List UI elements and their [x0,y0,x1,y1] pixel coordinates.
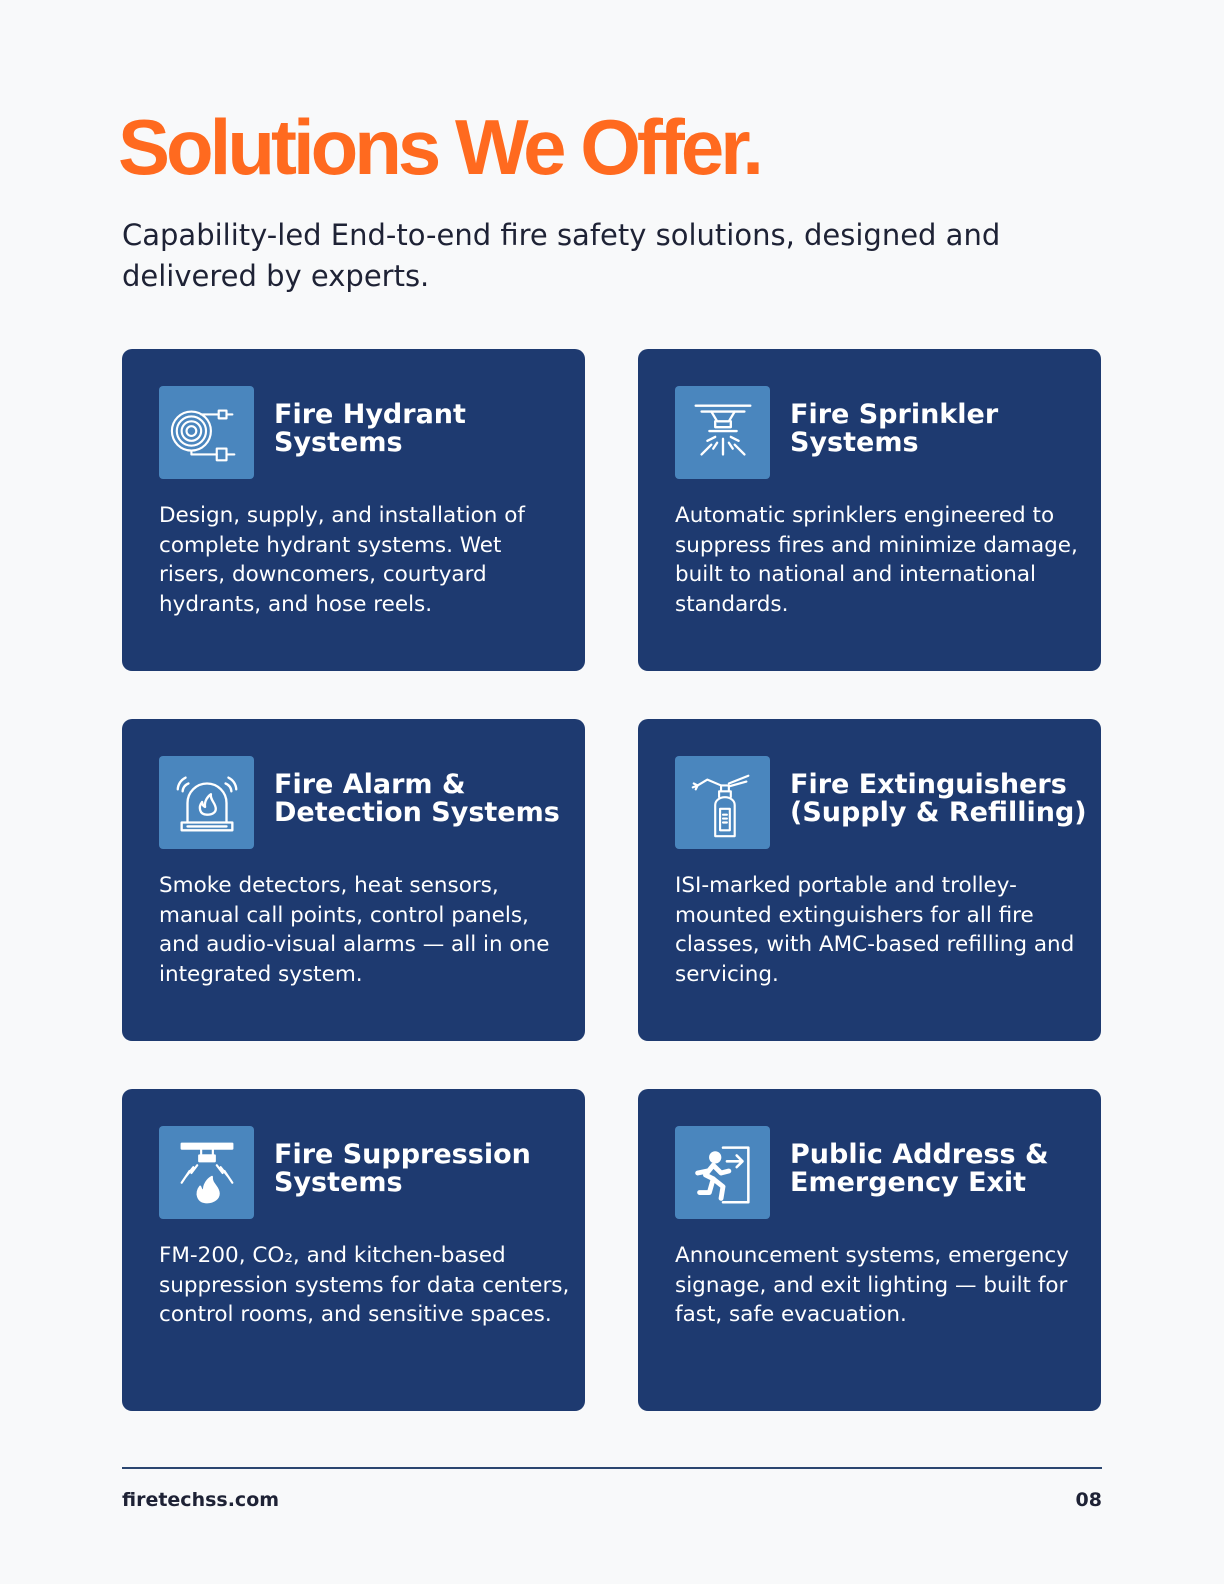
card-fire-suppression [122,1089,585,1411]
card-description: ISI-marked portable and trolley-mounted extinguishers for all fire classes, with AMC-based refilling and servicing. [675,873,1075,987]
fire-hose-icon [159,386,254,479]
card-description: Smoke detectors, heat sensors, manual call points, control panels, and audio-visual alarms — all in one integrated system. [159,873,550,987]
footer-url[interactable]: firetechss.com [122,1489,280,1511]
card-fire-hydrant [122,349,585,671]
footer-divider [122,1467,1102,1469]
card-fire-alarm [122,719,585,1041]
page-title: Solutions We Offer. [118,103,760,191]
sprinkler-icon [675,386,770,479]
card-public-address-exit [638,1089,1101,1411]
card-title: Fire Sprinkler Systems [790,399,999,458]
card-fire-sprinkler [638,349,1101,671]
page-number: 08 [1075,1489,1102,1511]
card-title: Fire Extinguishers (Supply & Refilling) [790,769,1087,828]
card-title: Fire Hydrant Systems [274,399,466,458]
card-title: Fire Alarm & Detection Systems [274,769,560,828]
card-description: FM-200, CO₂, and kitchen-based suppression systems for data centers, control rooms, and sensitive spaces. [159,1243,570,1327]
fire-extinguisher-icon [675,756,770,849]
card-title: Public Address & Emergency Exit [790,1139,1049,1198]
card-description: Design, supply, and installation of complete hydrant systems. Wet risers, downcomers, courtyard hydrants, and hose reels. [159,503,525,617]
card-description: Announcement systems, emergency signage, and exit lighting — built for fast, safe evacuation. [675,1243,1069,1327]
card-title: Fire Suppression Systems [274,1139,531,1198]
suppression-nozzle-icon [159,1126,254,1219]
alarm-siren-icon [159,756,254,849]
emergency-exit-icon [675,1126,770,1219]
card-description: Automatic sprinklers engineered to suppress fires and minimize damage, built to national and international standards. [675,503,1078,617]
page-subtitle: Capability-led End-to-end fire safety solutions, designed and delivered by experts. [122,218,1001,293]
card-fire-extinguishers [638,719,1101,1041]
